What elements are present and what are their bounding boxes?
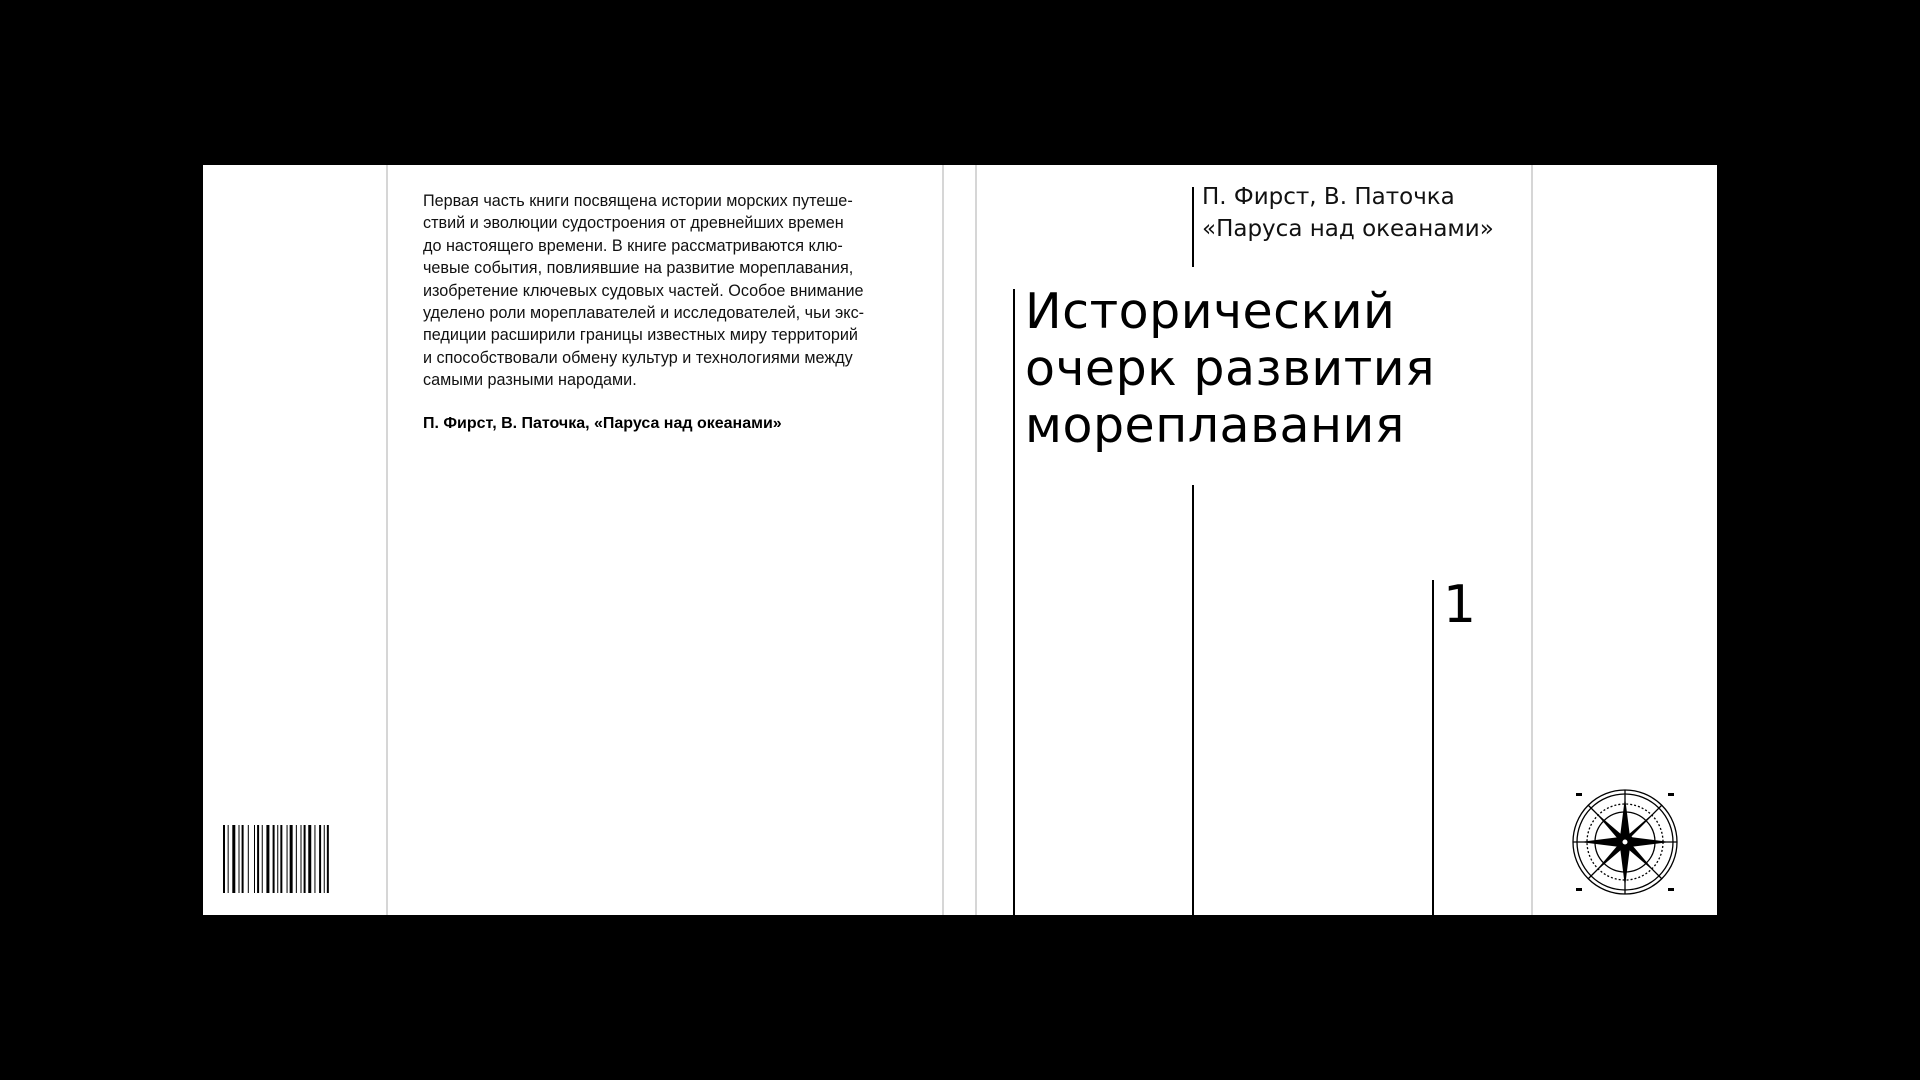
barcode-bar [232, 825, 235, 893]
blurb-line: изобретение ключевых судовых частей. Особое внимание [423, 281, 864, 300]
title-line: мореплавания [1025, 397, 1405, 454]
barcode-bar [248, 825, 249, 893]
fold-line-spine-left [942, 165, 944, 915]
barcode-bar [254, 825, 255, 893]
fold-line-back-flap [386, 165, 388, 915]
blurb-line: чевые события, повлиявшие на развитие мореплавания, [423, 259, 854, 278]
barcode-bar [304, 825, 306, 893]
barcode-bar [273, 825, 275, 893]
blurb-line: до настоящего времени. В книге рассматриваются клю- [423, 236, 843, 255]
front-authors: П. Фирст, В. Паточка [1202, 184, 1455, 210]
front-authors-block [1202, 181, 1494, 245]
barcode-bar [301, 825, 302, 893]
barcode-bar [228, 825, 229, 893]
fold-line-spine-right [975, 165, 977, 915]
barcode-bar [324, 825, 325, 893]
blurb-line: уделено роли мореплавателей и исследователей, чьи экс- [423, 304, 865, 323]
middle-rule [1192, 485, 1194, 915]
barcode-bar [280, 825, 282, 893]
barcode-bar [239, 825, 240, 893]
front-series: «Паруса над океанами» [1202, 216, 1494, 242]
barcode-bar [266, 825, 269, 893]
barcode-bar [223, 825, 225, 893]
barcode-icon [223, 825, 355, 893]
barcode-bar [319, 825, 321, 893]
book-cover-spread [203, 165, 1717, 915]
barcode-bar [242, 825, 244, 893]
blurb-line: педиции расширили границы известных миру территорий [423, 326, 858, 345]
authors-rule [1192, 187, 1194, 267]
blurb-line: ствий и эволюции судостроения от древнейших времен [423, 214, 844, 233]
blurb-line: Первая часть книги посвящена истории морских путеше- [423, 192, 853, 210]
barcode-bar [277, 825, 278, 893]
book-title [1025, 283, 1435, 454]
title-line: очерк развития [1025, 340, 1436, 397]
back-cover-blurb [423, 190, 903, 392]
volume-number: 1 [1443, 575, 1477, 635]
barcode-bar [308, 825, 311, 893]
volume-rule [1432, 580, 1434, 915]
barcode-bar [296, 825, 297, 893]
title-line: Исторический [1025, 283, 1396, 340]
barcode-bar [327, 825, 329, 893]
blurb-line: самыми разными народами. [423, 371, 637, 390]
title-rule [1013, 289, 1015, 915]
barcode-bar [314, 825, 315, 893]
barcode-bar [287, 825, 288, 893]
back-cover-credit: П. Фирст, В. Паточка, «Паруса над океанами» [423, 415, 782, 432]
barcode-bar [257, 825, 259, 893]
blurb-line: и способствовали обмену культур и технологиями между [423, 348, 853, 367]
compass-rose-icon [1570, 787, 1680, 897]
barcode-bar [262, 825, 263, 893]
barcode-bar [290, 825, 293, 893]
fold-line-front-flap [1531, 165, 1533, 915]
